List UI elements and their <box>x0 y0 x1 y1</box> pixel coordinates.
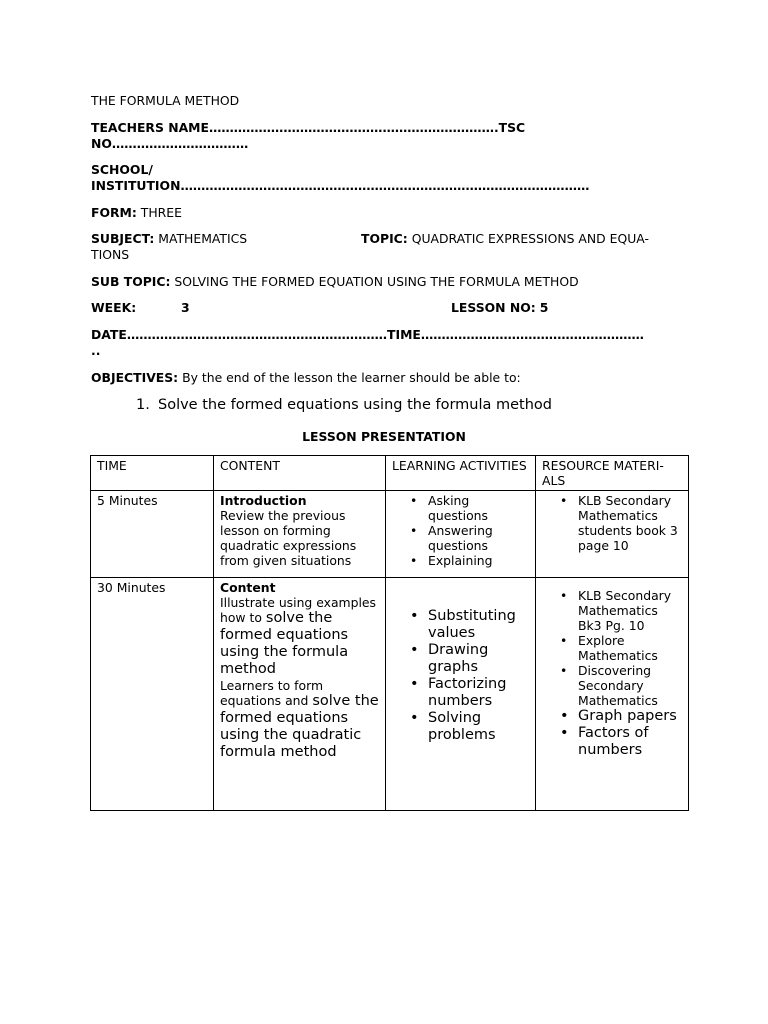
school-label-line1 <box>91 162 153 178</box>
header-resource-line1: RESOURCE MATERI- <box>542 458 664 473</box>
topic-line <box>361 231 649 247</box>
objective-number: 1. <box>136 397 150 413</box>
sub-topic-line <box>91 274 579 290</box>
table-row <box>91 578 689 811</box>
tsc-label: TSC <box>498 120 526 135</box>
row1-time: 5 Minutes <box>91 491 214 578</box>
list-item: • KLB Secondary Mathematics students book 3 page 10 <box>542 493 682 553</box>
date-time-line <box>91 327 644 343</box>
lesson-presentation-title: LESSON PRESENTATION <box>302 429 466 444</box>
trail-dots: .. <box>91 343 101 358</box>
row2-content-p1-big: solve the formed equations using the formula method <box>220 610 349 677</box>
document-title: THE FORMULA METHOD <box>91 93 240 108</box>
form-label: FORM: <box>91 205 137 220</box>
header-learning-activities: LEARNING ACTIVITIES <box>386 456 536 491</box>
row2-content-p2-small: Learners to form equations and <box>220 678 324 708</box>
list-item: • KLB Secondary Mathematics Bk3 Pg. 10 <box>542 588 682 633</box>
list-item: • Graph papers <box>542 708 682 725</box>
row1-content-text: Review the previous lesson on forming quadratic expressions from given situations <box>220 508 357 568</box>
row1-resources <box>536 491 689 578</box>
row2-content-p2 <box>220 678 379 761</box>
table-row <box>91 491 689 578</box>
week-label: WEEK: <box>91 300 137 315</box>
list-item: • Explaining <box>392 553 529 568</box>
list-item: • Factorizing numbers <box>392 676 529 710</box>
objectives-line <box>91 370 521 386</box>
form-line <box>91 205 182 221</box>
list-item: • Substituting values <box>392 608 529 642</box>
list-item: • Solving problems <box>392 710 529 744</box>
subject-value: MATHEMATICS <box>158 231 248 246</box>
row2-resources <box>536 578 689 811</box>
institution-label: INSTITUTION <box>91 178 181 193</box>
row2-content-p1-small: Illustrate using examples how to <box>220 595 377 625</box>
list-item: • Discovering Secondary Mathematics <box>542 663 682 708</box>
tsc-no-dots: …………………………… <box>111 136 249 151</box>
row1-activities <box>386 491 536 578</box>
lesson-no-line <box>451 300 548 316</box>
table-header-row <box>91 456 689 491</box>
time-dots: ……………………………………………… <box>420 327 644 342</box>
teachers-name-dots: ……………………………………………………………. <box>208 120 499 135</box>
row2-activities <box>386 578 536 811</box>
objectives-label: OBJECTIVES: <box>91 370 179 385</box>
sub-topic-label: SUB TOPIC: <box>91 274 171 289</box>
list-item: • Factors of numbers <box>542 725 682 759</box>
lesson-no-value: 5 <box>539 300 549 315</box>
school-label: SCHOOL/ <box>91 162 153 177</box>
list-item: • Asking questions <box>392 493 529 523</box>
header-content: CONTENT <box>214 456 386 491</box>
list-item: • Explore Mathematics <box>542 633 682 663</box>
topic-value: QUADRATIC EXPRESSIONS AND EQUA- <box>411 231 649 246</box>
objectives-text: By the end of the lesson the learner should be able to: <box>182 370 521 385</box>
week-line <box>91 300 190 316</box>
row2-content-p2-big: solve the formed equations using the quadratic formula method <box>220 693 379 760</box>
lesson-no-label: LESSON NO: <box>451 300 536 315</box>
teachers-name-line <box>91 120 525 136</box>
week-value: 3 <box>181 300 190 315</box>
teachers-name-label: TEACHERS NAME <box>91 120 209 135</box>
date-dots: ……………………………………………………… <box>126 327 388 342</box>
objective-text: Solve the formed equations using the formula method <box>158 397 552 413</box>
header-resource-materials <box>536 456 689 491</box>
date-label: DATE <box>91 327 127 342</box>
row2-content-p1 <box>220 595 379 678</box>
row2-content-heading: Content <box>220 580 276 595</box>
subject-label: SUBJECT: <box>91 231 155 246</box>
row2-time: 30 Minutes <box>91 578 214 811</box>
date-time-trail <box>91 343 100 359</box>
objective-item <box>136 396 552 414</box>
list-item: • Answering questions <box>392 523 529 553</box>
sub-topic-value: SOLVING THE FORMED EQUATION USING THE FORMULA METHOD <box>174 274 579 289</box>
row1-content <box>214 491 386 578</box>
row2-content <box>214 578 386 811</box>
topic-value-continued: TIONS <box>91 247 130 262</box>
topic-label: TOPIC: <box>361 231 408 246</box>
list-item: • Drawing graphs <box>392 642 529 676</box>
institution-line <box>91 178 589 194</box>
form-value: THREE <box>140 205 182 220</box>
header-resource-line2: ALS <box>542 473 566 488</box>
tsc-no-label: NO <box>91 136 112 151</box>
tsc-no-line <box>91 136 248 152</box>
subject-line <box>91 231 247 247</box>
row1-content-heading: Introduction <box>220 493 307 508</box>
time-label: TIME <box>387 327 421 342</box>
institution-dots: ……………………………………………………………………………………… <box>180 178 590 193</box>
lesson-table <box>90 455 689 811</box>
header-time: TIME <box>91 456 214 491</box>
